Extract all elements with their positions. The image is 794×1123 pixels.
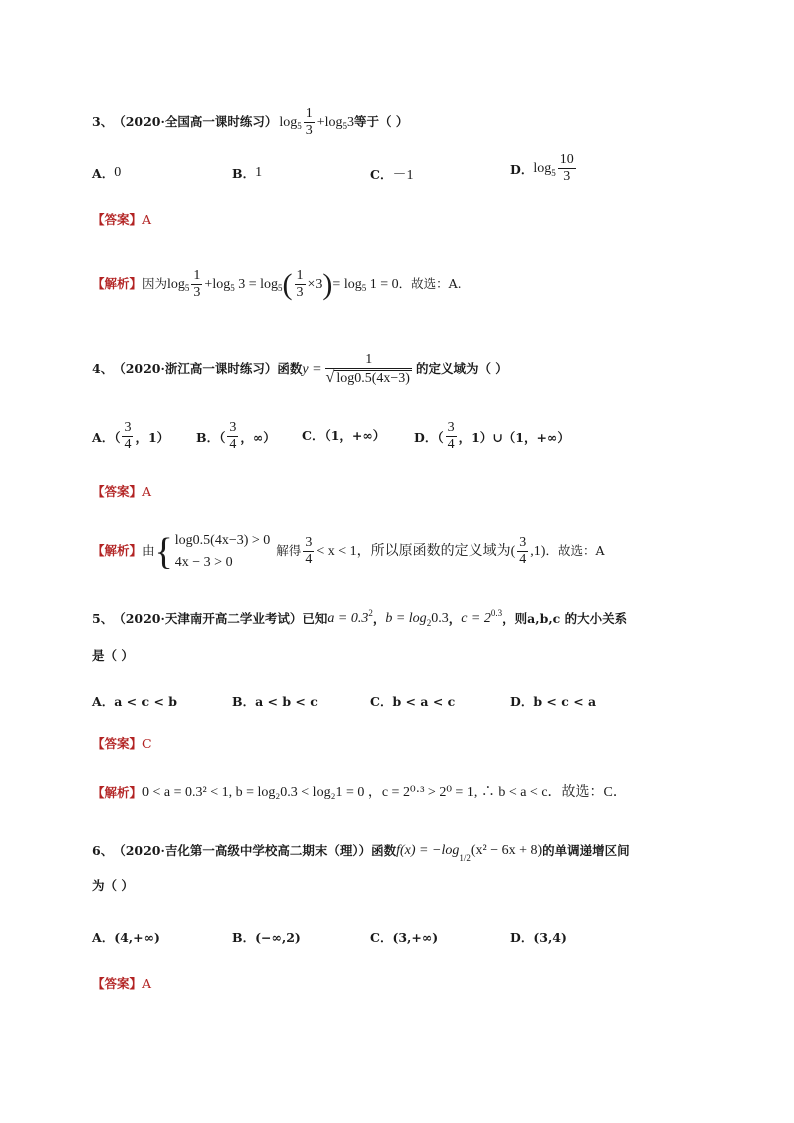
question-6: 6、 （2020·吉化第一高级中学校高二期末（理）） 函数 f(x) = −log 1/2 (x² − 6x + 8) 的单调递增区间: [92, 842, 630, 863]
option-d: D．(3,4): [510, 930, 567, 945]
question-tail: 等于（ ）: [354, 114, 409, 130]
option-c: C． －1: [370, 167, 414, 183]
question-3: 3、 （2020·全国高一课时练习） log 5 $\frac{1}{3}$ + log 5 3 等于（ ）: [92, 106, 409, 139]
question-number: 3、: [92, 114, 114, 130]
option-b: B．(−∞,2): [232, 930, 301, 945]
fraction: $\frac{1}{3}$: [305, 106, 313, 139]
option-a: A．(4,+∞): [92, 930, 160, 945]
option-c: C．（1，+∞）: [302, 428, 386, 443]
option-d: D．b < c < a: [510, 694, 597, 709]
question-6-line2: 为（ ）: [92, 878, 134, 893]
expr-log: log: [279, 114, 298, 130]
question-5: 5、 （2020·天津南开高二学业考试） 已知 a = 0.3 2 ， b = log 2 0.3 ， c = 2 0.3 ，则a,b,c 的大小关系: [92, 607, 628, 628]
analysis-4: 【解析】 由 { log0.5(4x−3) > 0 4x − 3 > 0 解得 $\frac{3}{4}$ < x < 1，所以原函数的定义域为 ( $\frac{3}{4}$ ,1) ．故选：A: [92, 530, 605, 573]
option-a: A．a < c < b: [92, 694, 178, 709]
option-a: A． 0: [92, 165, 122, 181]
root-fraction: 1 √ log0.5(4x−3): [324, 352, 414, 387]
option-b: B．a < b < c: [232, 694, 318, 709]
option-c: C．(3,+∞): [370, 930, 439, 945]
question-5-line2: 是（ ）: [92, 648, 134, 663]
option-d: D．（ $\frac{3}{4}$ ，1）∪（1，+∞）: [414, 420, 570, 453]
question-source: （2020·全国高一课时练习）: [113, 114, 278, 130]
analysis-5: 【解析】 0 < a = 0.3² < 1, b = log₂0.3 < log₂1 = 0 ，c = 2⁰·³ > 2⁰ = 1, ∴ b < a < c．故选：C．: [92, 784, 627, 800]
option-b: B．（ $\frac{3}{4}$ ，∞）: [196, 420, 276, 453]
option-b: B． 1: [232, 165, 263, 181]
option-c: C．b < a < c: [370, 694, 456, 709]
option-d: D． log 5 $\frac{10}{3}$: [510, 152, 574, 185]
answer-6: 【答案】 A: [92, 976, 152, 991]
answer-3: 【答案】 A: [92, 212, 152, 227]
answer-4: 【答案】 A: [92, 484, 152, 499]
option-a: A．（ $\frac{3}{4}$ ，1）: [92, 420, 170, 453]
analysis-3: 【解析】 因为 log 5 $\frac{1}{3}$ +log 5 3 = log 5 ( $\frac{1}{3}$ ×3 ) = log 5 1 = 0 ．故选：A.: [92, 267, 462, 301]
answer-5: 【答案】 C: [92, 736, 152, 751]
question-4: 4、 （2020·浙江高一课时练习） 函数 y = 1 √ log0.5(4x−3) 的定义域为（ ）: [92, 352, 508, 387]
